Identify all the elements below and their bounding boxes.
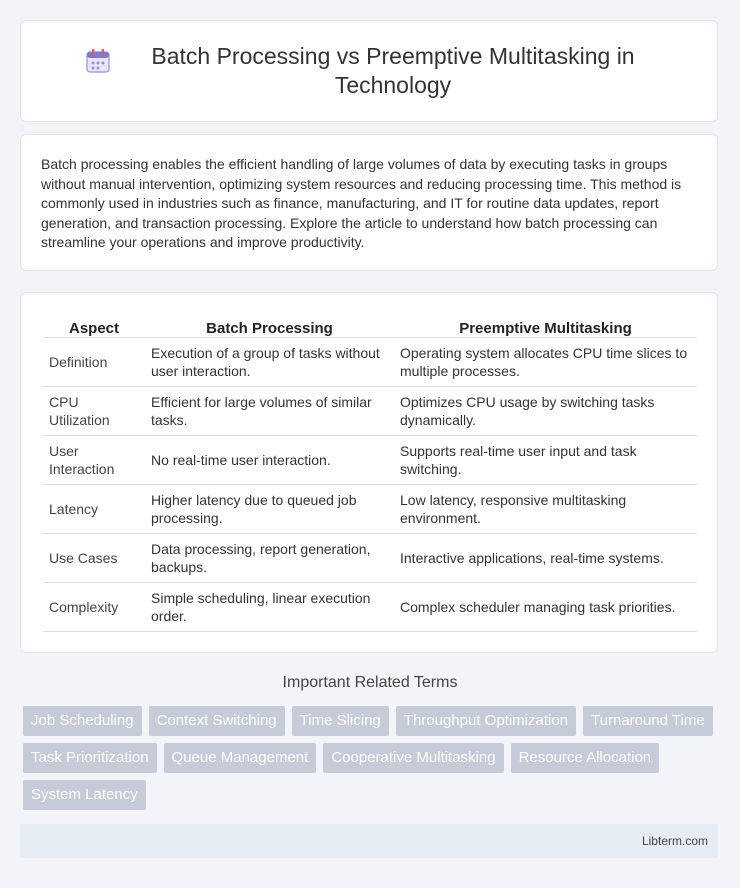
tag-task-prioritization[interactable]: Task Prioritization [23, 743, 157, 773]
table-cell: Supports real-time user input and task switching. [394, 436, 697, 485]
header-batch: Batch Processing [145, 313, 394, 338]
footer-brand[interactable]: Libterm.com [641, 834, 708, 848]
tag-cooperative-multitasking[interactable]: Cooperative Multitasking [323, 743, 503, 773]
table-cell: User Interaction [43, 436, 145, 485]
header-preemptive: Preemptive Multitasking [394, 313, 697, 338]
table-row [43, 583, 697, 632]
tag-resource-allocation[interactable]: Resource Allocation [511, 743, 660, 773]
tag-job-scheduling[interactable]: Job Scheduling [23, 706, 142, 736]
table-row [43, 534, 697, 583]
table-cell: Efficient for large volumes of similar tasks. [145, 387, 394, 436]
page-title: Batch Processing vs Preemptive Multitasking in Technology [151, 43, 635, 98]
related-terms-title: Important Related Terms [282, 674, 458, 691]
table-cell: Complex scheduler managing task priorities. [394, 583, 697, 632]
table-row [43, 436, 697, 485]
calendar-icon [85, 48, 111, 74]
footer [20, 824, 718, 858]
header-aspect: Aspect [43, 313, 145, 338]
table-header-row [43, 313, 697, 338]
intro-card [20, 134, 718, 271]
table-cell: Data processing, report generation, backups. [145, 534, 394, 583]
table-cell: Optimizes CPU usage by switching tasks dynamically. [394, 387, 697, 436]
table-cell: CPU Utilization [43, 387, 145, 436]
table-cell: Higher latency due to queued job processing. [145, 485, 394, 534]
table-row [43, 387, 697, 436]
table-row [43, 338, 697, 387]
table-cell: Operating system allocates CPU time slices to multiple processes. [394, 338, 697, 387]
tag-time-slicing[interactable]: Time Slicing [292, 706, 389, 736]
table-cell: Low latency, responsive multitasking environment. [394, 485, 697, 534]
table-cell: Interactive applications, real-time systems. [394, 534, 697, 583]
related-terms-list [23, 706, 723, 817]
table-cell: Definition [43, 338, 145, 387]
comparison-card [20, 292, 718, 653]
tag-system-latency[interactable]: System Latency [23, 780, 146, 810]
comparison-table [43, 313, 697, 632]
tag-context-switching[interactable]: Context Switching [149, 706, 285, 736]
table-cell: Latency [43, 485, 145, 534]
tag-turnaround-time[interactable]: Turnaround Time [583, 706, 713, 736]
table-cell: Use Cases [43, 534, 145, 583]
tag-queue-management[interactable]: Queue Management [164, 743, 317, 773]
table-cell: Complexity [43, 583, 145, 632]
tag-throughput-optimization[interactable]: Throughput Optimization [396, 706, 576, 736]
table-cell: No real-time user interaction. [145, 436, 394, 485]
table-cell: Execution of a group of tasks without user interaction. [145, 338, 394, 387]
table-row [43, 485, 697, 534]
intro-text: Batch processing enables the efficient handling of large volumes of data by executing tasks in groups without manual intervention, optimizing system resources and reducing processing time. This method is commonly used in industries such as finance, manufacturing, and IT for routine data updates, report generation, and transaction processing. Explore the article to understand how batch processing can streamline your operations and improve productivity. [41, 156, 682, 251]
header-card [20, 20, 718, 122]
table-cell: Simple scheduling, linear execution order. [145, 583, 394, 632]
